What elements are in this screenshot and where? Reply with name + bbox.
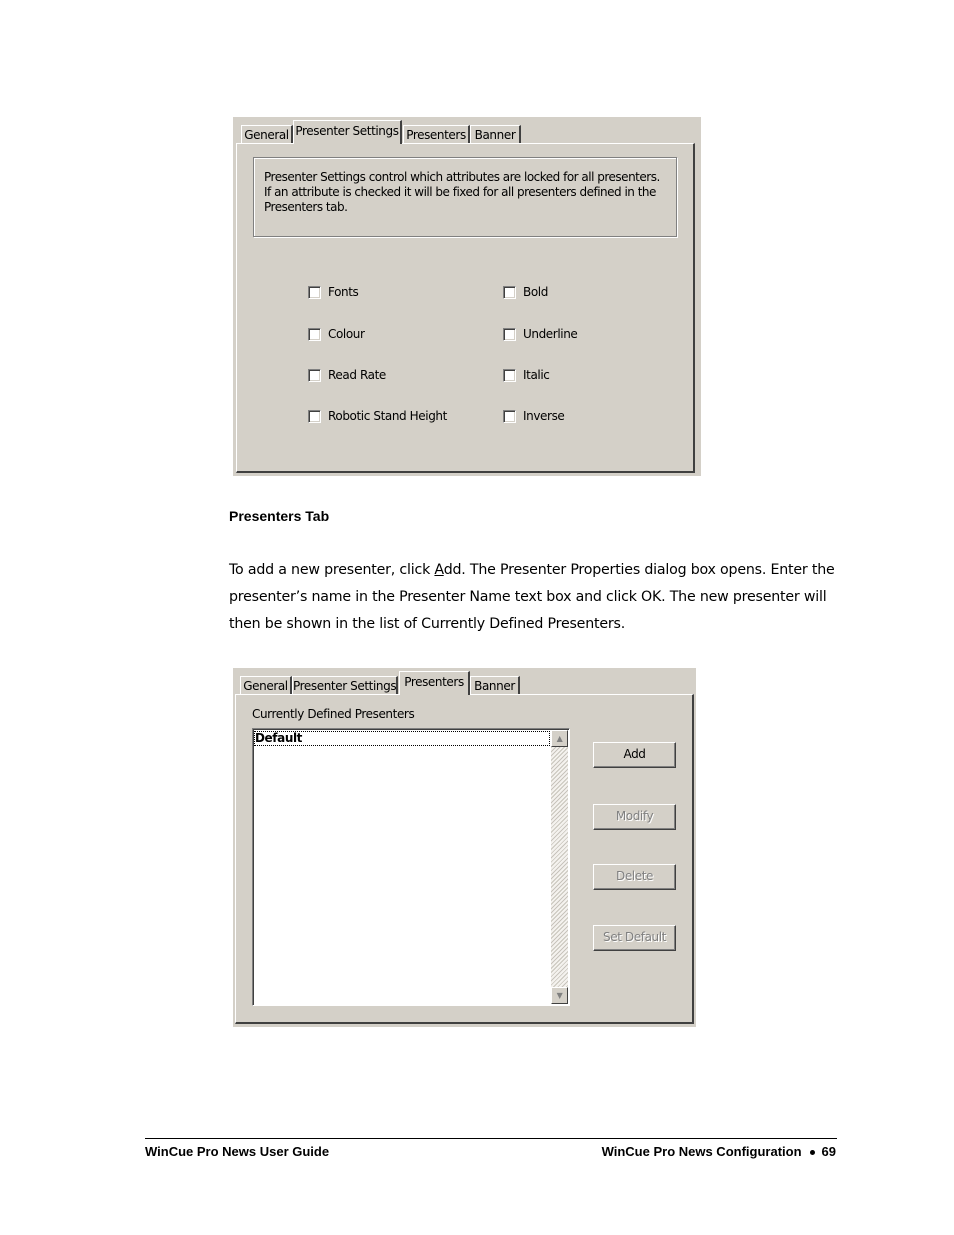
tab-presenters[interactable]: Presenters <box>403 125 470 144</box>
section-heading: Presenters Tab <box>229 508 330 524</box>
checkbox-box[interactable] <box>308 328 321 341</box>
checkbox-italic[interactable] <box>503 367 549 383</box>
set-default-button[interactable]: Set Default <box>593 925 676 951</box>
paragraph-text-start: To add a new presenter, click <box>229 562 435 578</box>
section-paragraph <box>229 557 839 638</box>
checkbox-label: Underline <box>523 327 578 341</box>
list-label: Currently Defined Presenters <box>252 707 415 721</box>
checkbox-underline[interactable] <box>503 326 577 342</box>
tab-presenter-settings[interactable]: Presenter Settings <box>292 676 398 695</box>
checkbox-robotic-stand-height[interactable] <box>308 408 447 424</box>
list-item-label: Default <box>255 731 303 745</box>
presenters-list[interactable] <box>252 728 570 1006</box>
bullet-icon <box>810 1150 815 1155</box>
presenter-settings-dialog <box>233 117 701 476</box>
checkbox-box[interactable] <box>503 410 516 423</box>
checkbox-box[interactable] <box>308 369 321 382</box>
checkbox-box[interactable] <box>503 286 516 299</box>
tab-presenter-settings[interactable]: Presenter Settings <box>293 120 402 144</box>
tab-general[interactable]: General <box>240 676 292 695</box>
tab-banner[interactable]: Banner <box>470 125 521 144</box>
checkbox-label: Bold <box>523 285 548 299</box>
page-number: 69 <box>821 1144 836 1159</box>
list-item-selected[interactable] <box>254 731 550 746</box>
paragraph-hotkey: A <box>434 562 444 578</box>
tab-panel <box>235 694 694 1024</box>
scroll-up-icon[interactable]: ▲ <box>551 730 568 747</box>
checkbox-bold[interactable] <box>503 284 548 300</box>
checkbox-label: Read Rate <box>328 368 386 382</box>
checkbox-inverse[interactable] <box>503 408 564 424</box>
description-text: Presenter Settings control which attributes are locked for all presenters. If an attribute is checked it will be fixed for all presenters defined in the Presenters tab. <box>264 170 660 214</box>
footer-section-title: WinCue Pro News Configuration <box>601 1144 802 1159</box>
checkbox-box[interactable] <box>503 369 516 382</box>
checkbox-fonts[interactable] <box>308 284 358 300</box>
tab-banner[interactable]: Banner <box>470 676 520 695</box>
presenters-dialog <box>233 668 696 1027</box>
checkbox-box[interactable] <box>308 410 321 423</box>
modify-button[interactable]: Modify <box>593 804 676 830</box>
footer-section <box>602 1144 836 1159</box>
checkbox-colour[interactable] <box>308 326 365 342</box>
checkbox-read-rate[interactable] <box>308 367 386 383</box>
vertical-scrollbar[interactable] <box>551 730 568 1004</box>
delete-button[interactable]: Delete <box>593 864 676 890</box>
checkbox-label: Robotic Stand Height <box>328 409 447 423</box>
tab-presenters[interactable]: Presenters <box>399 671 470 695</box>
checkbox-box[interactable] <box>503 328 516 341</box>
tab-panel <box>236 143 695 473</box>
scroll-down-icon[interactable]: ▼ <box>551 987 568 1004</box>
checkbox-label: Italic <box>523 368 550 382</box>
checkbox-label: Inverse <box>523 409 565 423</box>
checkbox-label: Fonts <box>328 285 359 299</box>
paragraph-text-end: dd. The Presenter Properties dialog box opens. Enter the presenter’s name in the Presenter Name text box and click OK. The new presenter will then be shown in the list of Currently Defined Presenters. <box>229 562 835 632</box>
checkbox-label: Colour <box>328 327 365 341</box>
add-button[interactable]: Add <box>593 742 676 768</box>
footer-guide-title: WinCue Pro News User Guide <box>145 1144 330 1159</box>
checkbox-box[interactable] <box>308 286 321 299</box>
footer-rule <box>145 1138 837 1139</box>
tab-general[interactable]: General <box>241 125 293 144</box>
description-box <box>253 157 677 237</box>
